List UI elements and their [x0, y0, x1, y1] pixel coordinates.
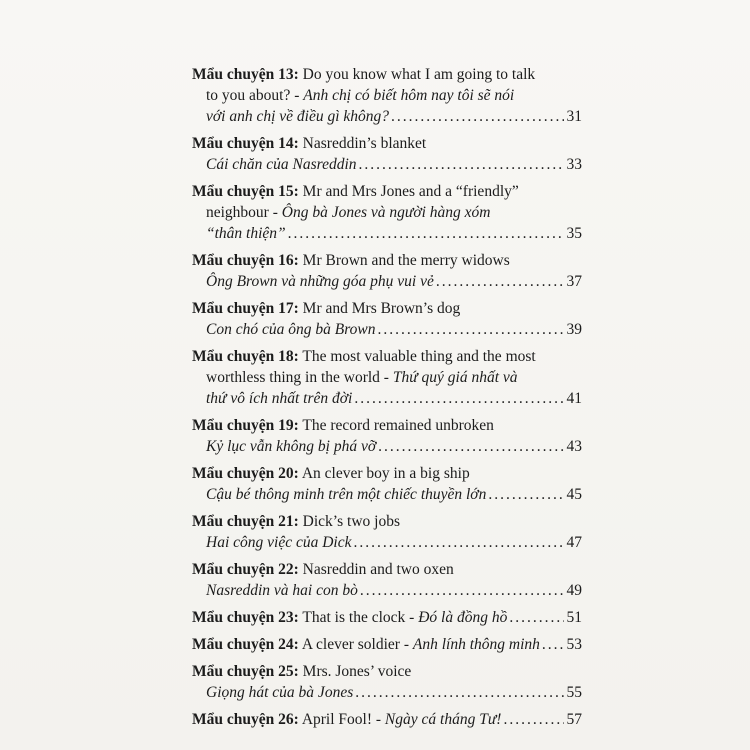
- toc-dot-leader: [378, 436, 564, 457]
- toc-dot-leader: [542, 634, 564, 655]
- toc-entry-title-en: neighbour -: [206, 204, 282, 221]
- toc-entry-line: [192, 682, 582, 703]
- toc-entry-title-en: Nasreddin’s blanket: [298, 135, 427, 152]
- toc-entry-text: [206, 154, 357, 175]
- toc-entry-label: Mẩu chuyện 26:: [192, 711, 299, 728]
- toc-entry: [192, 181, 582, 244]
- toc-entry-title-vi: Con chó của ông bà Brown: [206, 321, 376, 338]
- toc-dot-leader: [391, 106, 564, 127]
- toc-entry-title-en: An clever boy in a big ship: [298, 465, 470, 482]
- toc-entry-title-en: Mr and Mrs Jones and a “friendly”: [298, 183, 519, 200]
- toc-page-number: 55: [566, 684, 582, 701]
- toc-dot-leader: [354, 388, 564, 409]
- toc-entry-text: [206, 106, 389, 127]
- toc-entry-text: [192, 709, 501, 730]
- toc-page-number: 45: [566, 486, 582, 503]
- toc-entry-text: [206, 682, 353, 703]
- toc-entry-title-vi: Cậu bé thông minh trên một chiếc thuyền lớn: [206, 486, 487, 503]
- toc-entry-line: [192, 580, 582, 601]
- toc-entry-title-en: to you about? -: [206, 87, 304, 104]
- toc-entry-line: [192, 106, 582, 127]
- toc-entry-label: Mẩu chuyện 13:: [192, 66, 299, 83]
- toc-entry-title-vi: Giọng hát của bà Jones: [206, 684, 354, 701]
- toc-entry: [192, 133, 582, 175]
- toc-entry-label: Mẩu chuyện 16:: [192, 252, 299, 269]
- toc-entry-line: [192, 709, 582, 730]
- toc-entry-title-vi: Ngày cá tháng Tư!: [384, 711, 502, 728]
- toc-dot-leader: [355, 682, 564, 703]
- toc-entry-title-vi: Nasreddin và hai con bò: [206, 582, 358, 599]
- toc-page-number: 57: [566, 711, 582, 728]
- table-of-contents: [192, 64, 582, 736]
- toc-dot-leader: [378, 319, 565, 340]
- toc-entry-line: [192, 661, 582, 682]
- toc-entry-line: [192, 202, 582, 223]
- toc-entry-title-vi: Anh lính thông minh: [412, 636, 540, 653]
- toc-entry-line: [192, 607, 582, 628]
- toc-entry-title-en: Nasreddin and two oxen: [298, 561, 454, 578]
- toc-page-number: 41: [566, 390, 582, 407]
- toc-dot-leader: [353, 532, 564, 553]
- toc-entry-line: [192, 346, 582, 367]
- toc-entry-label: Mẩu chuyện 14:: [192, 135, 299, 152]
- toc-page-number: 47: [566, 534, 582, 551]
- toc-entry-title-vi: Đó là đồng hồ: [418, 609, 508, 626]
- toc-entry-label: Mẩu chuyện 22:: [192, 561, 299, 578]
- toc-entry-line: [192, 250, 582, 271]
- toc-dot-leader: [359, 154, 564, 175]
- toc-entry-line: [192, 367, 582, 388]
- toc-entry: [192, 298, 582, 340]
- toc-entry-line: [192, 463, 582, 484]
- toc-entry-title-vi: “thân thiện”: [206, 225, 286, 242]
- toc-page-number: 39: [566, 321, 582, 338]
- toc-entry-label: Mẩu chuyện 15:: [192, 183, 299, 200]
- toc-entry-text: [206, 319, 376, 340]
- toc-entry-title-en: That is the clock -: [298, 609, 419, 626]
- toc-entry-line: [192, 85, 582, 106]
- toc-dot-leader: [436, 271, 564, 292]
- toc-entry: [192, 661, 582, 703]
- toc-entry-title-vi: Anh chị có biết hôm nay tôi sẽ nói: [303, 87, 515, 104]
- toc-entry-title-vi: Ông Brown và những góa phụ vui vẻ: [206, 273, 434, 290]
- toc-entry: [192, 709, 582, 730]
- toc-entry-line: [192, 154, 582, 175]
- toc-entry-label: Mẩu chuyện 25:: [192, 663, 299, 680]
- toc-entry-title-vi: Thứ quý giá nhất và: [392, 369, 518, 386]
- toc-entry-title-en: Dick’s two jobs: [298, 513, 400, 530]
- toc-entry: [192, 463, 582, 505]
- toc-page-number: 35: [566, 225, 582, 242]
- toc-dot-leader: [509, 607, 564, 628]
- toc-entry-title-vi: Kỷ lục vẫn không bị phá vỡ: [206, 438, 377, 455]
- toc-entry-title-en: A clever soldier -: [298, 636, 413, 653]
- toc-page-number: 43: [566, 438, 582, 455]
- toc-entry-line: [192, 634, 582, 655]
- toc-entry-text: [192, 634, 540, 655]
- toc-entry: [192, 634, 582, 655]
- toc-page-number: 37: [566, 273, 582, 290]
- toc-entry: [192, 607, 582, 628]
- toc-entry-line: [192, 223, 582, 244]
- toc-entry: [192, 250, 582, 292]
- toc-entry-title-en: April Fool! -: [298, 711, 385, 728]
- toc-dot-leader: [288, 223, 564, 244]
- toc-entry-line: [192, 64, 582, 85]
- toc-entry-line: [192, 436, 582, 457]
- toc-entry-line: [192, 181, 582, 202]
- toc-entry-title-en: Mr and Mrs Brown’s dog: [298, 300, 461, 317]
- toc-page-number: 53: [566, 636, 582, 653]
- toc-dot-leader: [488, 484, 564, 505]
- toc-entry-label: Mẩu chuyện 17:: [192, 300, 299, 317]
- toc-entry-title-vi: Cái chăn của Nasreddin: [206, 156, 357, 173]
- toc-dot-leader: [360, 580, 564, 601]
- toc-entry-title-en: worthless thing in the world -: [206, 369, 393, 386]
- toc-entry-text: [206, 223, 286, 244]
- toc-entry-label: Mẩu chuyện 20:: [192, 465, 299, 482]
- toc-entry: [192, 346, 582, 409]
- toc-entry: [192, 415, 582, 457]
- toc-entry: [192, 511, 582, 553]
- toc-entry-title-vi: với anh chị về điều gì không?: [206, 108, 390, 125]
- toc-entry-text: [192, 607, 507, 628]
- toc-entry-label: Mẩu chuyện 18:: [192, 348, 299, 365]
- toc-entry-line: [192, 511, 582, 532]
- toc-entry-line: [192, 298, 582, 319]
- toc-entry-label: Mẩu chuyện 21:: [192, 513, 299, 530]
- toc-entry-title-en: Mrs. Jones’ voice: [298, 663, 412, 680]
- toc-entry-title-en: Mr Brown and the merry widows: [298, 252, 510, 269]
- toc-page-number: 31: [566, 108, 582, 125]
- toc-entry-line: [192, 388, 582, 409]
- toc-entry-label: Mẩu chuyện 23:: [192, 609, 299, 626]
- toc-entry-line: [192, 532, 582, 553]
- toc-dot-leader: [503, 709, 564, 730]
- toc-page-number: 51: [566, 609, 582, 626]
- toc-entry-line: [192, 271, 582, 292]
- toc-entry-title-en: Do you know what I am going to talk: [298, 66, 536, 83]
- toc-entry-label: Mẩu chuyện 24:: [192, 636, 299, 653]
- toc-entry-line: [192, 319, 582, 340]
- toc-entry-title-vi: thứ vô ích nhất trên đời: [206, 390, 353, 407]
- toc-entry: [192, 64, 582, 127]
- toc-entry-title-en: The record remained unbroken: [298, 417, 494, 434]
- toc-page-number: 33: [566, 156, 582, 173]
- toc-entry-line: [192, 133, 582, 154]
- toc-entry-title-vi: Hai công việc của Dick: [206, 534, 352, 551]
- toc-page-number: 49: [566, 582, 582, 599]
- toc-entry-title-en: The most valuable thing and the most: [298, 348, 536, 365]
- toc-entry-line: [192, 484, 582, 505]
- toc-entry-label: Mẩu chuyện 19:: [192, 417, 299, 434]
- toc-entry-title-vi: Ông bà Jones và người hàng xóm: [281, 204, 491, 221]
- toc-entry-text: [206, 484, 486, 505]
- toc-entry-text: [206, 436, 376, 457]
- toc-entry-text: [206, 580, 358, 601]
- toc-entry-text: [206, 388, 352, 409]
- toc-entry-line: [192, 559, 582, 580]
- toc-entry-line: [192, 415, 582, 436]
- toc-entry: [192, 559, 582, 601]
- toc-entry-text: [206, 271, 434, 292]
- toc-entry-text: [206, 532, 351, 553]
